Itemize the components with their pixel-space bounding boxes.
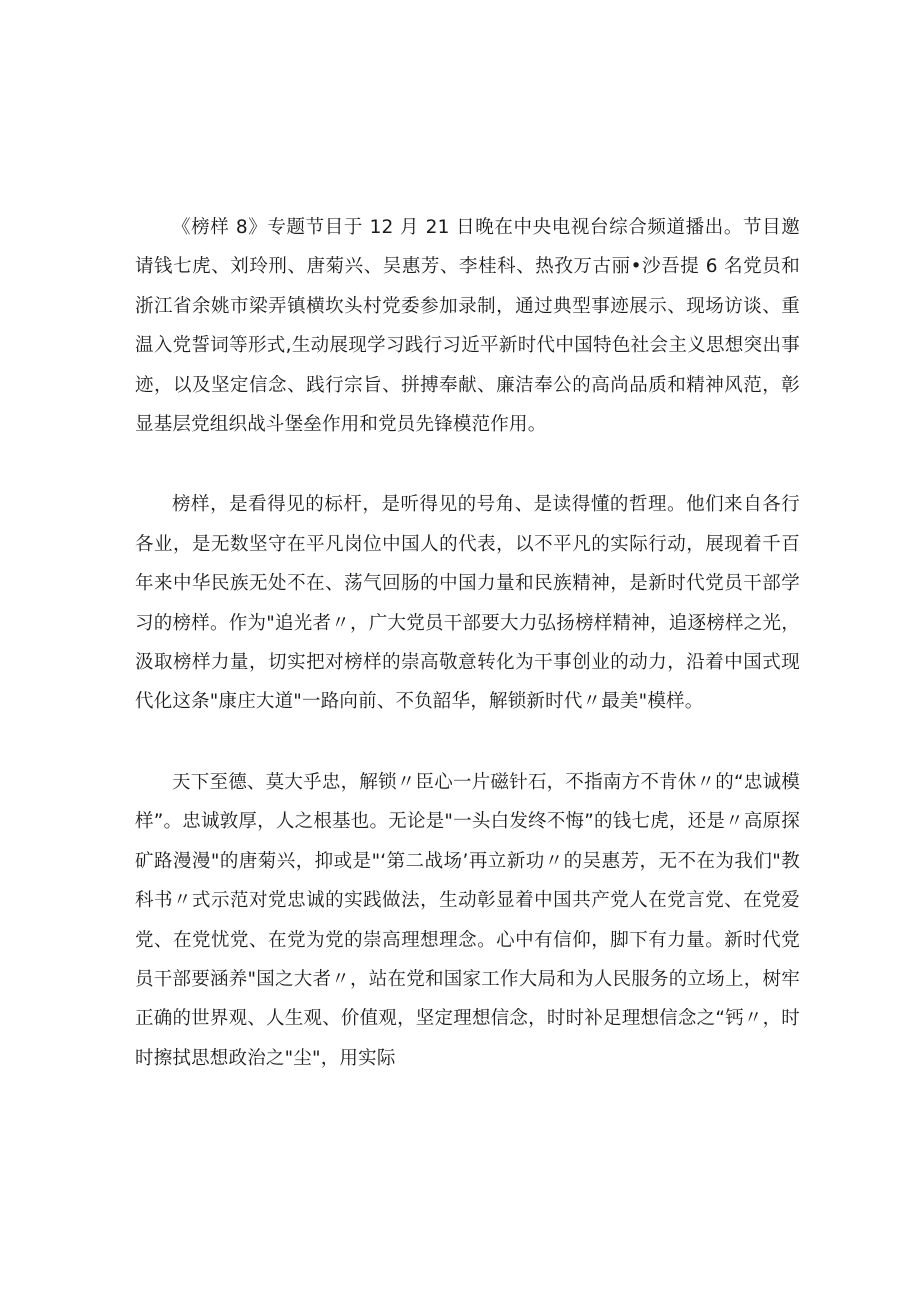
paragraph-2: 榜样，是看得见的标杆，是听得见的号角、是读得懂的哲理。他们来自各行各业，是无数坚守在平凡岗位中国人的代表，以不平凡的实际行动，展现着千百年来中华民族无处不在、荡气回肠的中国力量和民族精神，是新时代党员干部学习的榜样。作为"追光者〃，广大党员干部要大力弘扬榜样精神，追逐榜样之光，汲取榜样力量，切实把对榜样的崇高敬意转化为干事创业的动力，沿着中国式现代化这条"康庄大道"一路向前、不负韶华，解锁新时代〃最美"模样。 [135,494,800,713]
paragraph-1: 《榜样 8》专题节目于 12 月 21 日晚在中央电视台综合频道播出。节目邀请钱七虎、刘玲刑、唐菊兴、吴惠芳、李桂科、热孜万古丽•沙吾提 6 名党员和浙江省余姚市梁弄镇横坎头村党委参加录制，通过典型事迹展示、现场访谈、重温入党誓词等形式,生动展现学习践行习近平新时代中国特色社会主义思想突出事迹，以及坚定信念、践行宗旨、拼搏奉献、廉洁奉公的高尚品质和精神风范，彰显基层党组织战斗堡垒作用和党员先锋模范作用。 [135,217,800,436]
paragraph-3: 天下至德、莫大乎忠，解锁〃臣心一片磁针石，不指南方不肯休〃的“忠诚模样”。忠诚敦厚，人之根基也。无论是"一头白发终不悔”的钱七虎，还是〃高原探矿路漫漫"的唐菊兴，抑或是"‘第二战场’再立新功〃的吴惠芳，无不在为我们"教科书〃式示范对党忠诚的实践做法，生动彰显着中国共产党人在党言党、在党爱党、在党忧党、在党为党的崇高理想理念。心中有信仰，脚下有力量。新时代党员干部要涵养"国之大者〃，站在党和国家工作大局和为人民服务的立场上，树牢正确的世界观、人生观、价值观，坚定理想信念，时时补足理想信念之“钙〃，时时擦拭思想政治之"尘"，用实际 [135,771,800,1069]
article-body [135,208,800,1119]
